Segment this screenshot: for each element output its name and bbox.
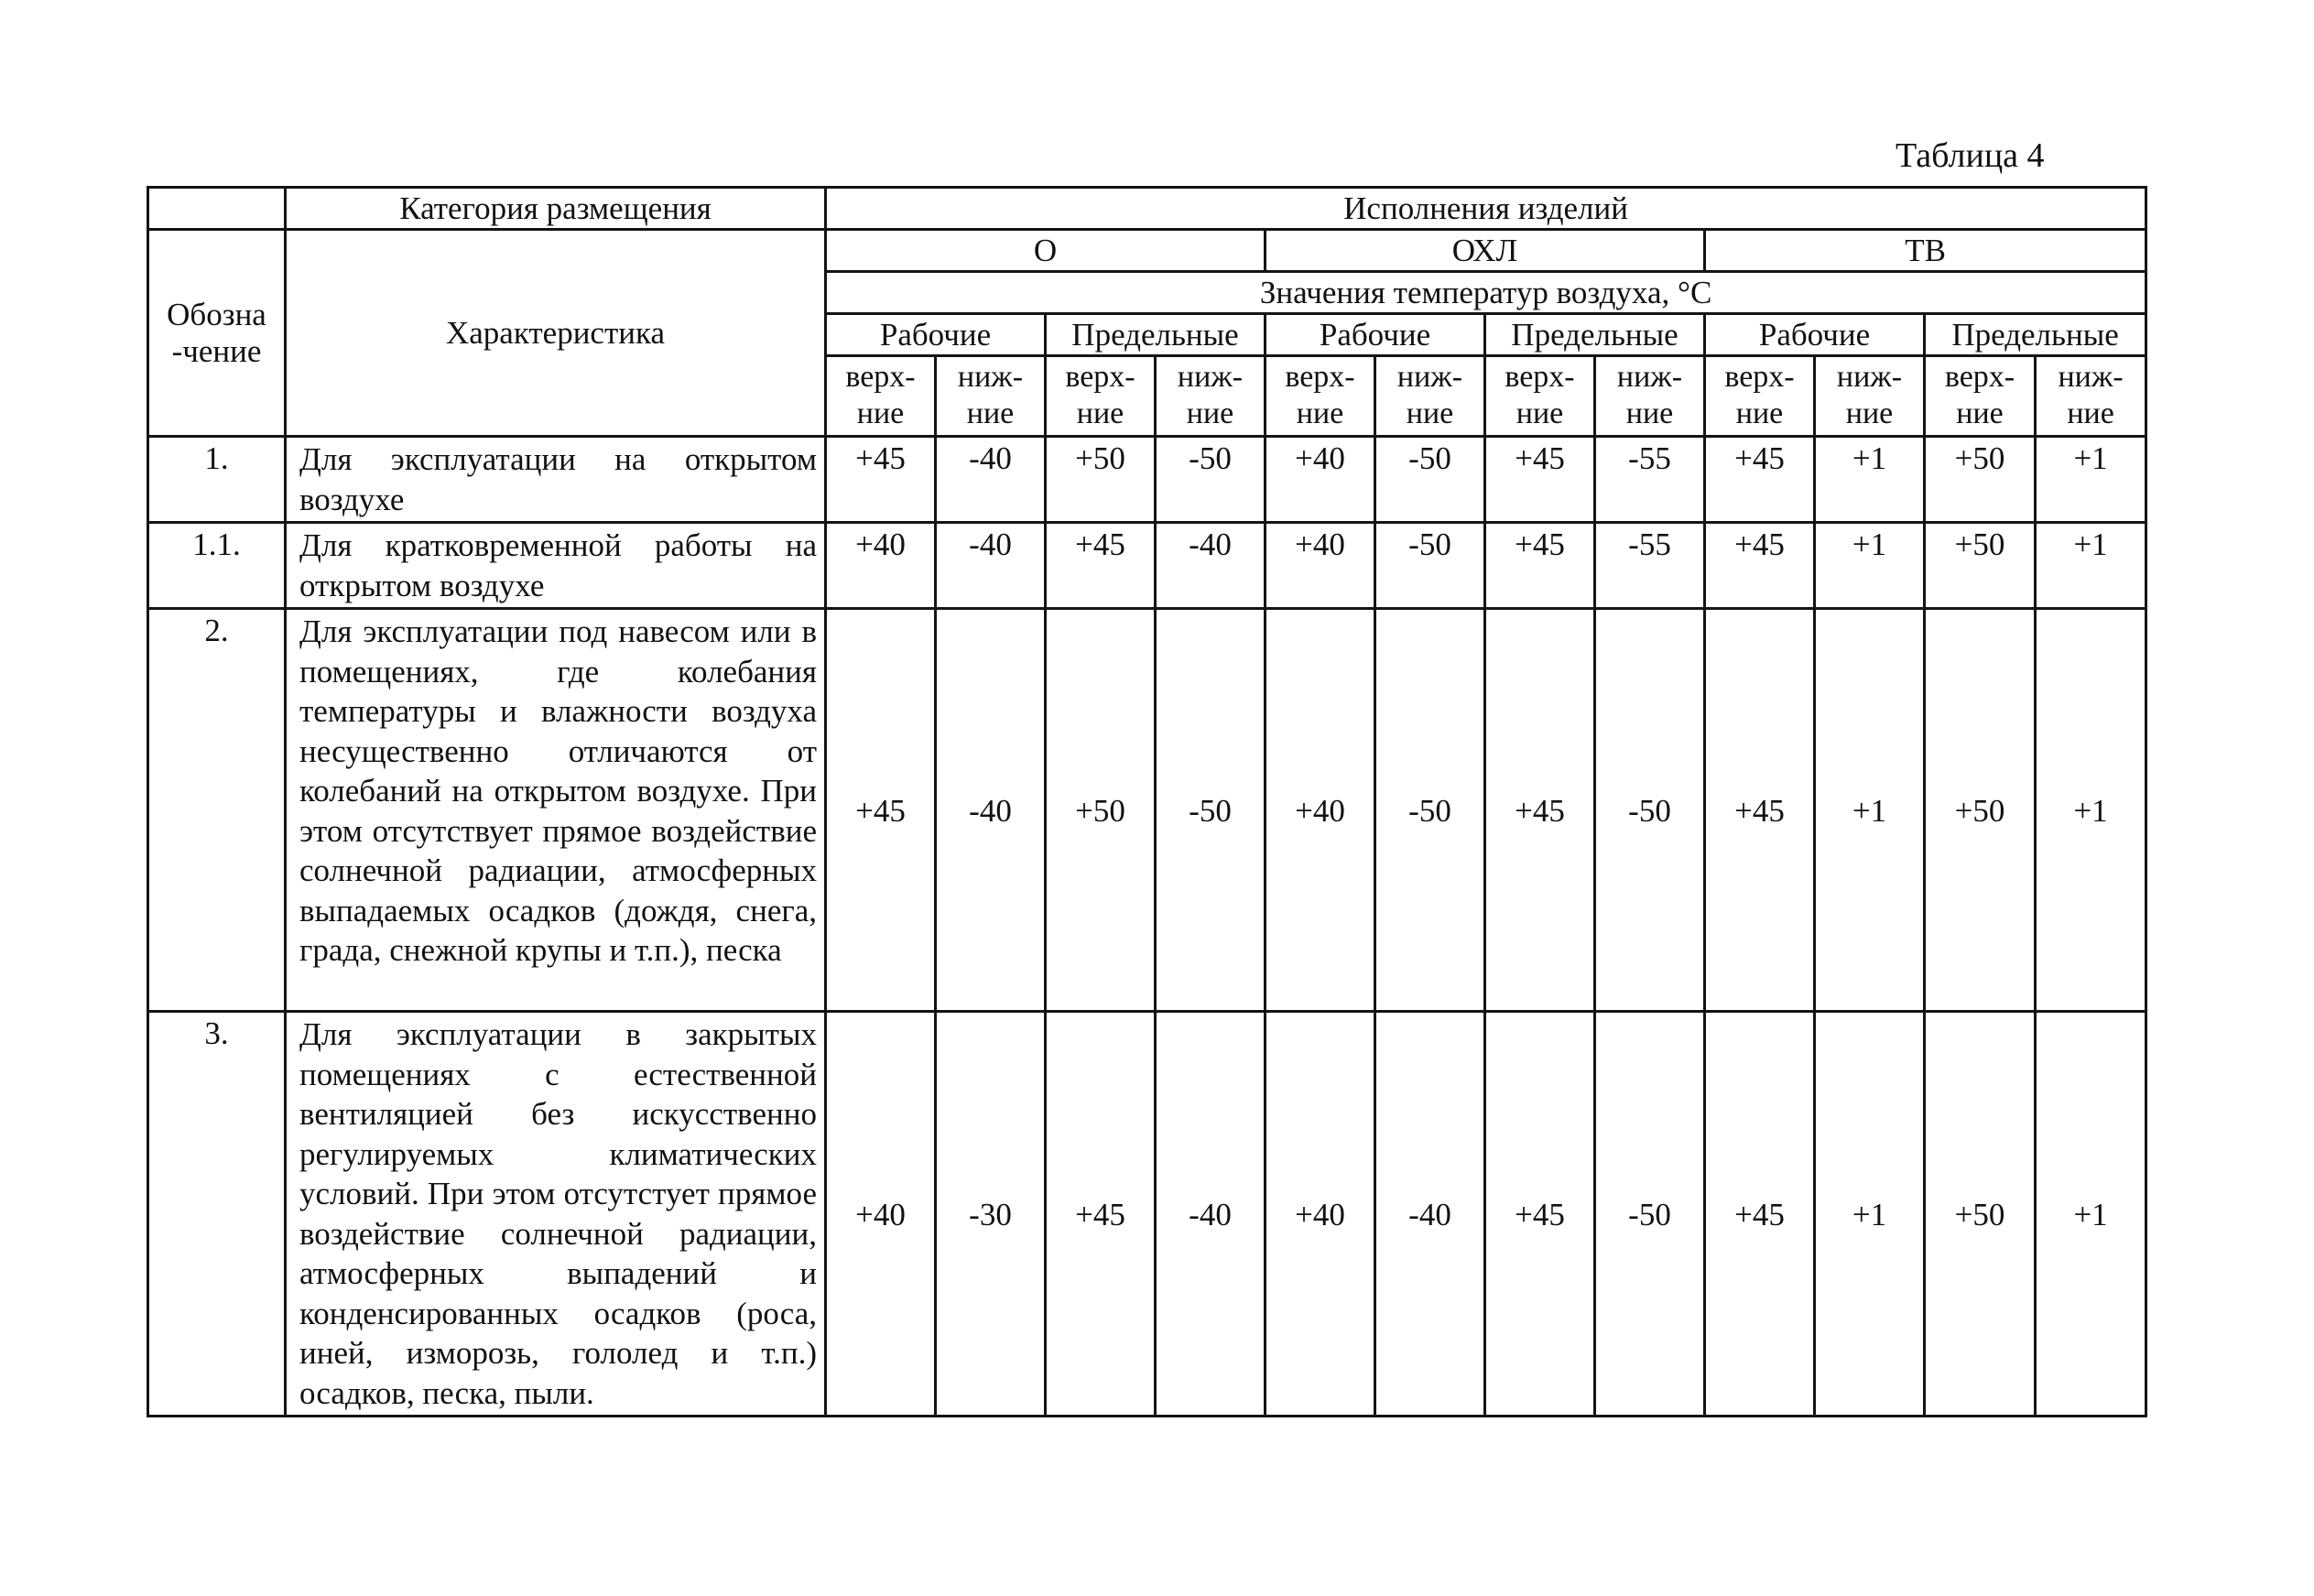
value-cell: +45 <box>1485 1012 1595 1417</box>
value-cell: +50 <box>1925 1012 2036 1417</box>
table-row <box>148 523 2146 609</box>
value-cell: +50 <box>1925 437 2036 523</box>
value-cell: +45 <box>1485 437 1595 523</box>
value-cell: -50 <box>1156 609 1266 1012</box>
climate-table <box>147 186 2147 1417</box>
table-row <box>148 609 2146 1012</box>
header-blank-cell <box>148 188 286 230</box>
header-category: Категория размещения <box>286 188 826 230</box>
header-bound: ниж- ние <box>2036 356 2146 437</box>
header-bound: ниж- ние <box>1375 356 1485 437</box>
header-mode: Рабочие <box>1705 314 1925 356</box>
row-characteristic: Для эксплуатации на открытом воздухе <box>286 437 826 523</box>
value-cell: -50 <box>1375 523 1485 609</box>
value-cell: -50 <box>1156 437 1266 523</box>
value-cell: -55 <box>1595 437 1705 523</box>
value-cell: +40 <box>1266 523 1375 609</box>
value-cell: +1 <box>2036 523 2146 609</box>
value-cell: +45 <box>1046 1012 1156 1417</box>
value-cell: -55 <box>1595 523 1705 609</box>
value-cell: -50 <box>1595 609 1705 1012</box>
value-cell: +40 <box>826 523 936 609</box>
header-executions: Исполнения изделий <box>826 188 2146 230</box>
header-bound: верх- ние <box>826 356 936 437</box>
header-exec-ohl: ОХЛ <box>1266 230 1705 272</box>
header-mode: Предельные <box>1925 314 2146 356</box>
value-cell: +40 <box>1266 609 1375 1012</box>
table-row <box>148 1012 2146 1417</box>
row-designation: 3. <box>148 1012 286 1417</box>
value-cell: -40 <box>1375 1012 1485 1417</box>
table-row <box>148 437 2146 523</box>
header-bound: верх- ние <box>1925 356 2036 437</box>
table-label: Таблица 4 <box>1896 136 2045 175</box>
row-designation: 1. <box>148 437 286 523</box>
value-cell: -50 <box>1375 609 1485 1012</box>
value-cell: +45 <box>826 609 936 1012</box>
value-cell: -50 <box>1375 437 1485 523</box>
value-cell: +1 <box>1815 609 1925 1012</box>
row-characteristic: Для кратковременной работы на открытом воздухе <box>286 523 826 609</box>
value-cell: +50 <box>1925 609 2036 1012</box>
header-mode: Рабочие <box>1266 314 1485 356</box>
value-cell: +1 <box>1815 523 1925 609</box>
value-cell: -40 <box>936 437 1046 523</box>
value-cell: -30 <box>936 1012 1046 1417</box>
value-cell: -40 <box>1156 1012 1266 1417</box>
value-cell: -50 <box>1595 1012 1705 1417</box>
header-mode: Предельные <box>1046 314 1266 356</box>
value-cell: +1 <box>1815 1012 1925 1417</box>
header-bound: ниж- ние <box>1595 356 1705 437</box>
header-designation: Обозна -чение <box>148 230 286 437</box>
value-cell: +50 <box>1046 437 1156 523</box>
value-cell: +45 <box>1705 609 1815 1012</box>
header-row-category <box>148 188 2146 230</box>
value-cell: +45 <box>1046 523 1156 609</box>
header-bound: верх- ние <box>1266 356 1375 437</box>
header-characteristic: Характеристика <box>286 230 826 437</box>
value-cell: +1 <box>2036 1012 2146 1417</box>
value-cell: +45 <box>1705 1012 1815 1417</box>
value-cell: +40 <box>826 1012 936 1417</box>
header-bound: ниж- ние <box>1815 356 1925 437</box>
value-cell: +1 <box>2036 609 2146 1012</box>
value-cell: +45 <box>1485 523 1595 609</box>
header-bound: верх- ние <box>1705 356 1815 437</box>
row-designation: 2. <box>148 609 286 1012</box>
header-mode: Предельные <box>1485 314 1705 356</box>
header-exec-tv: ТВ <box>1705 230 2146 272</box>
header-bound: ниж- ние <box>936 356 1046 437</box>
value-cell: -40 <box>936 609 1046 1012</box>
row-designation: 1.1. <box>148 523 286 609</box>
value-cell: +40 <box>1266 437 1375 523</box>
header-bound: верх- ние <box>1046 356 1156 437</box>
value-cell: +50 <box>1925 523 2036 609</box>
value-cell: +40 <box>1266 1012 1375 1417</box>
value-cell: +45 <box>826 437 936 523</box>
row-characteristic: Для эксплуатации в закрытых помещениях с естественной вентиляцией без искусственно регулируемых климатических условий. При этом отсутстует прямое воздействие солнечной радиации, атмосферных выпадений и конденсированных осадков (роса, иней, изморозь, гололед и т.п.) осадков, песка, пыли. <box>286 1012 826 1417</box>
header-bound: ниж- ние <box>1156 356 1266 437</box>
header-row-exec-types <box>148 230 2146 272</box>
value-cell: +45 <box>1485 609 1595 1012</box>
value-cell: +1 <box>2036 437 2146 523</box>
value-cell: -40 <box>1156 523 1266 609</box>
value-cell: +50 <box>1046 609 1156 1012</box>
header-bound: верх- ние <box>1485 356 1595 437</box>
value-cell: +1 <box>1815 437 1925 523</box>
header-temp-values: Значения температур воздуха, °C <box>826 272 2146 314</box>
row-characteristic: Для эксплуатации под навесом или в помещениях, где колебания температуры и влажности воздуха несущественно отличаются от колебаний на открытом воздухе. При этом отсутствует прямое воздействие солнечной радиации, атмосферных выпадаемых осадков (дождя, снега, града, снежной крупы и т.п.), песка <box>286 609 826 1012</box>
value-cell: -40 <box>936 523 1046 609</box>
value-cell: +45 <box>1705 523 1815 609</box>
header-exec-o: О <box>826 230 1266 272</box>
header-mode: Рабочие <box>826 314 1046 356</box>
value-cell: +45 <box>1705 437 1815 523</box>
